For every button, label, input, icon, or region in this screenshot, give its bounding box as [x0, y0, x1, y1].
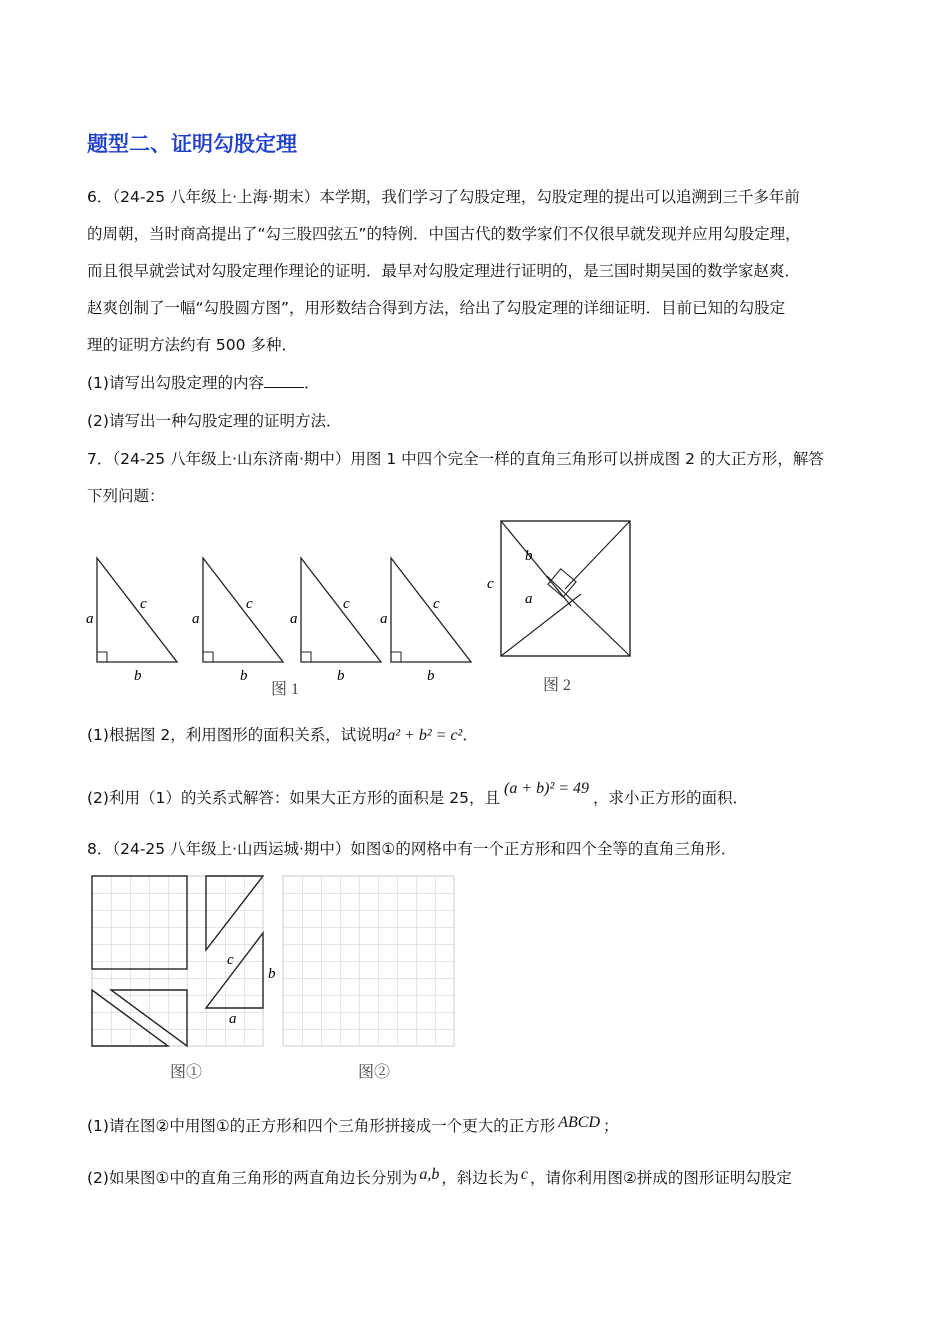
q8-part-1-formula: ABCD	[558, 1114, 601, 1131]
answer-blank	[264, 373, 304, 388]
grid-side-c-label: c	[227, 952, 234, 968]
side-a-label: a	[380, 611, 388, 627]
q8-figure-2	[283, 876, 454, 1081]
q8-part-2-formula-c: c	[520, 1166, 528, 1183]
q6-line-1: 6．（24-25 八年级上·上海·期末）本学期，我们学习了勾股定理，勾股定理的提出可以追溯到三千多年前	[87, 188, 800, 206]
q6-part-2: (2)请写出一种勾股定理的证明方法．	[87, 412, 342, 430]
right-triangle-2	[192, 558, 283, 684]
q7-figure-1	[86, 558, 471, 698]
right-triangle-3	[290, 558, 381, 684]
side-b-label: b	[427, 668, 435, 684]
q6-line-3: 而且很早就尝试对勾股定理作理论的证明．最早对勾股定理进行证明的，是三国时期吴国的数学家赵爽．	[87, 262, 801, 280]
side-b-label: b	[337, 668, 345, 684]
figure-2-caption: 图②	[358, 1064, 391, 1081]
q8-part-2-formula-ab: a,b	[419, 1166, 440, 1183]
q8-figures	[0, 866, 950, 1086]
side-a-label: a	[86, 611, 94, 627]
grid-side-a-label: a	[229, 1011, 237, 1027]
q7-line-2: 下列问题：	[87, 487, 165, 505]
fig2-side-c-label: c	[487, 576, 494, 592]
q7-part-1-end: ．	[462, 726, 478, 744]
q8-line-1: 8．（24-25 八年级上·山西运城·期中）如图①的网格中有一个正方形和四个全等的直角三角形．	[87, 840, 737, 858]
q8-part-2-text-end: ，请你利用图②拼成的图形证明勾股定	[529, 1169, 792, 1187]
fig2-side-a-label: a	[525, 591, 533, 607]
q8-part-1-text: (1)请在图②中用图①的正方形和四个三角形拼接成一个更大的正方形	[87, 1117, 556, 1135]
side-c-label: c	[343, 596, 350, 612]
q8-figure-1	[92, 876, 276, 1081]
fig2-side-b-label: b	[525, 548, 533, 564]
side-b-label: b	[134, 668, 142, 684]
q6-line-5: 理的证明方法约有 500 多种．	[87, 336, 297, 354]
side-b-label: b	[240, 668, 248, 684]
q8-part-2-text: (2)如果图①中的直角三角形的两直角边长分别为	[87, 1169, 418, 1187]
q6-part-1-text: (1)请写出勾股定理的内容	[87, 374, 264, 392]
figure-1-caption: 图①	[170, 1064, 203, 1081]
q8-part-1-end: ；	[603, 1117, 619, 1135]
q7-part-2-formula: (a + b)² = 49	[503, 780, 590, 797]
side-c-label: c	[140, 596, 147, 612]
q7-figure-2	[487, 521, 630, 694]
side-a-label: a	[290, 611, 298, 627]
q7-part-1	[87, 723, 478, 745]
q6-part-1	[87, 371, 319, 393]
q7-part-2-text-end: ，求小正方形的面积．	[593, 789, 749, 807]
side-c-label: c	[433, 596, 440, 612]
q7-part-2	[87, 780, 749, 808]
q7-part-1-text: (1)根据图 2，利用图形的面积关系，试说明	[87, 726, 388, 744]
grid-side-b-label: b	[268, 966, 276, 982]
section-title: 题型二、证明勾股定理	[87, 132, 297, 156]
right-triangle-4	[380, 558, 471, 684]
q7-part-1-formula: a² + b² = c²	[387, 727, 463, 744]
right-triangle-1	[86, 558, 177, 684]
q6-part-1-end: ．	[303, 374, 320, 392]
q8-part-2	[87, 1166, 792, 1188]
q8-part-1	[87, 1114, 619, 1136]
side-c-label: c	[246, 596, 253, 612]
q6-line-4: 赵爽创制了一幅“勾股圆方图”，用形数结合得到方法，给出了勾股定理的详细证明．目前已知的勾股定	[87, 299, 786, 317]
figure-2-caption: 图 2	[543, 677, 572, 694]
side-a-label: a	[192, 611, 200, 627]
q7-line-1: 7．（24-25 八年级上·山东济南·期中）用图 1 中四个完全一样的直角三角形可以拼成图 2 的大正方形，解答	[87, 450, 824, 468]
q7-part-2-text: (2)利用（1）的关系式解答：如果大正方形的面积是 25，且	[87, 789, 500, 807]
q8-part-2-text-mid: ，斜边长为	[441, 1169, 519, 1187]
figure-1-caption: 图 1	[271, 681, 300, 698]
q7-figures	[0, 510, 950, 705]
q6-line-2: 的周朝，当时商高提出了“勾三股四弦五”的特例．中国古代的数学家们不仅很早就发现并应用勾股定理，	[87, 225, 801, 243]
